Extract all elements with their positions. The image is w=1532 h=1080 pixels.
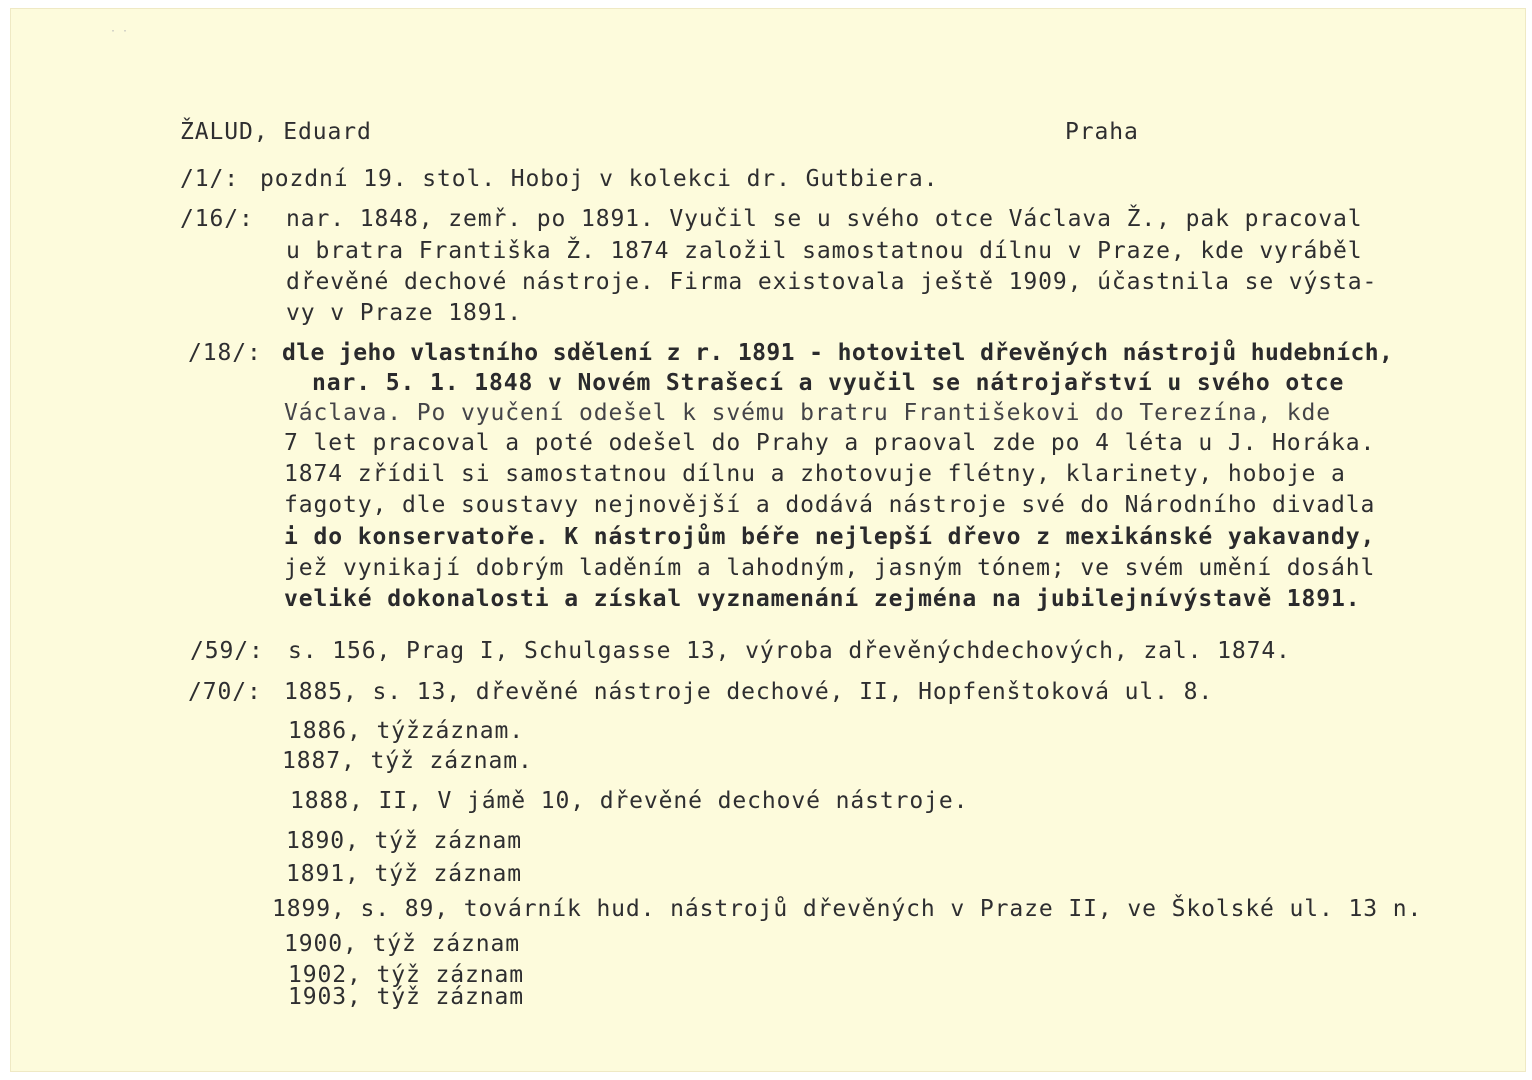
ref-18-line: Václava. Po vyučení odešel k svému bratru Františekovi do Terezína, kde [284, 400, 1332, 426]
ref-16-tag: /16/: [180, 206, 254, 232]
ref-16-line: nar. 1848, zemř. po 1891. Vyučil se u svého otce Václava Ž., pak pracoval [286, 206, 1363, 232]
ref-70-entry: 1900, týž záznam [284, 931, 520, 957]
ref-18-tag: /18/: [188, 340, 262, 366]
ref-70-entry: 1902, týž záznam [288, 962, 524, 988]
index-card [10, 8, 1526, 1072]
ref-70-tag: /70/: [188, 679, 262, 705]
ref-18-line: jež vynikají dobrým laděním a lahodným, jasným tónem; ve svém umění dosáhl [284, 555, 1376, 581]
ref-59-text: s. 156, Prag I, Schulgasse 13, výroba dřevěnýchdechových, zal. 1874. [288, 638, 1291, 664]
ref-70-entry: 1887, týž záznam. [282, 748, 533, 774]
paper-speck: · · [110, 26, 129, 37]
ref-70-entry: 1890, týž záznam [286, 828, 522, 854]
ref-70-entry: 1891, týž záznam [286, 861, 522, 887]
ref-59-tag: /59/: [190, 638, 264, 664]
ref-1-text: pozdní 19. stol. Hoboj v kolekci dr. Gutbiera. [260, 166, 939, 192]
entry-name: ŽALUD, Eduard [180, 119, 372, 145]
ref-18-line: fagoty, dle soustavy nejnovější a dodává nástroje své do Národního divadla [284, 492, 1376, 518]
ref-18-line: i do konservatoře. K nástrojům béře nejlepší dřevo z mexikánské yakavandy, [284, 524, 1376, 550]
ref-1-tag: /1/: [180, 166, 239, 192]
ref-18-line: nar. 5. 1. 1848 v Novém Strašecí a vyučil se nátrojařství u svého otce [312, 370, 1345, 396]
ref-18-line: 1874 zřídil si samostatnou dílnu a zhotovuje flétny, klarinety, hoboje a [284, 461, 1346, 487]
ref-16-line: u bratra Františka Ž. 1874 založil samostatnou dílnu v Praze, kde vyráběl [286, 238, 1363, 264]
ref-70-entry: 1885, s. 13, dřevěné nástroje dechové, II, Hopfenštoková ul. 8. [284, 679, 1214, 705]
ref-18-line: dle jeho vlastního sdělení z r. 1891 - hotovitel dřevěných nástrojů hudebních, [282, 340, 1394, 366]
ref-16-line: vy v Praze 1891. [286, 300, 522, 326]
ref-70-entry: 1888, II, V jámě 10, dřevěné dechové nástroje. [290, 788, 969, 814]
ref-70-entry: 1886, týžzáznam. [288, 718, 524, 744]
ref-16-line: dřevěné dechové nástroje. Firma existovala ještě 1909, účastnila se výsta- [286, 269, 1378, 295]
ref-18-line: 7 let pracoval a poté odešel do Prahy a praoval zde po 4 léta u J. Horáka. [284, 430, 1376, 456]
ref-70-entry: 1903, týž záznam [288, 984, 524, 1010]
entry-city: Praha [1065, 119, 1139, 145]
ref-18-line: veliké dokonalosti a získal vyznamenání zejména na jubilejnívýstavě 1891. [284, 586, 1361, 612]
ref-70-entry: 1899, s. 89, továrník hud. nástrojů dřevěných v Praze II, ve Školské ul. 13 n. [272, 896, 1423, 922]
